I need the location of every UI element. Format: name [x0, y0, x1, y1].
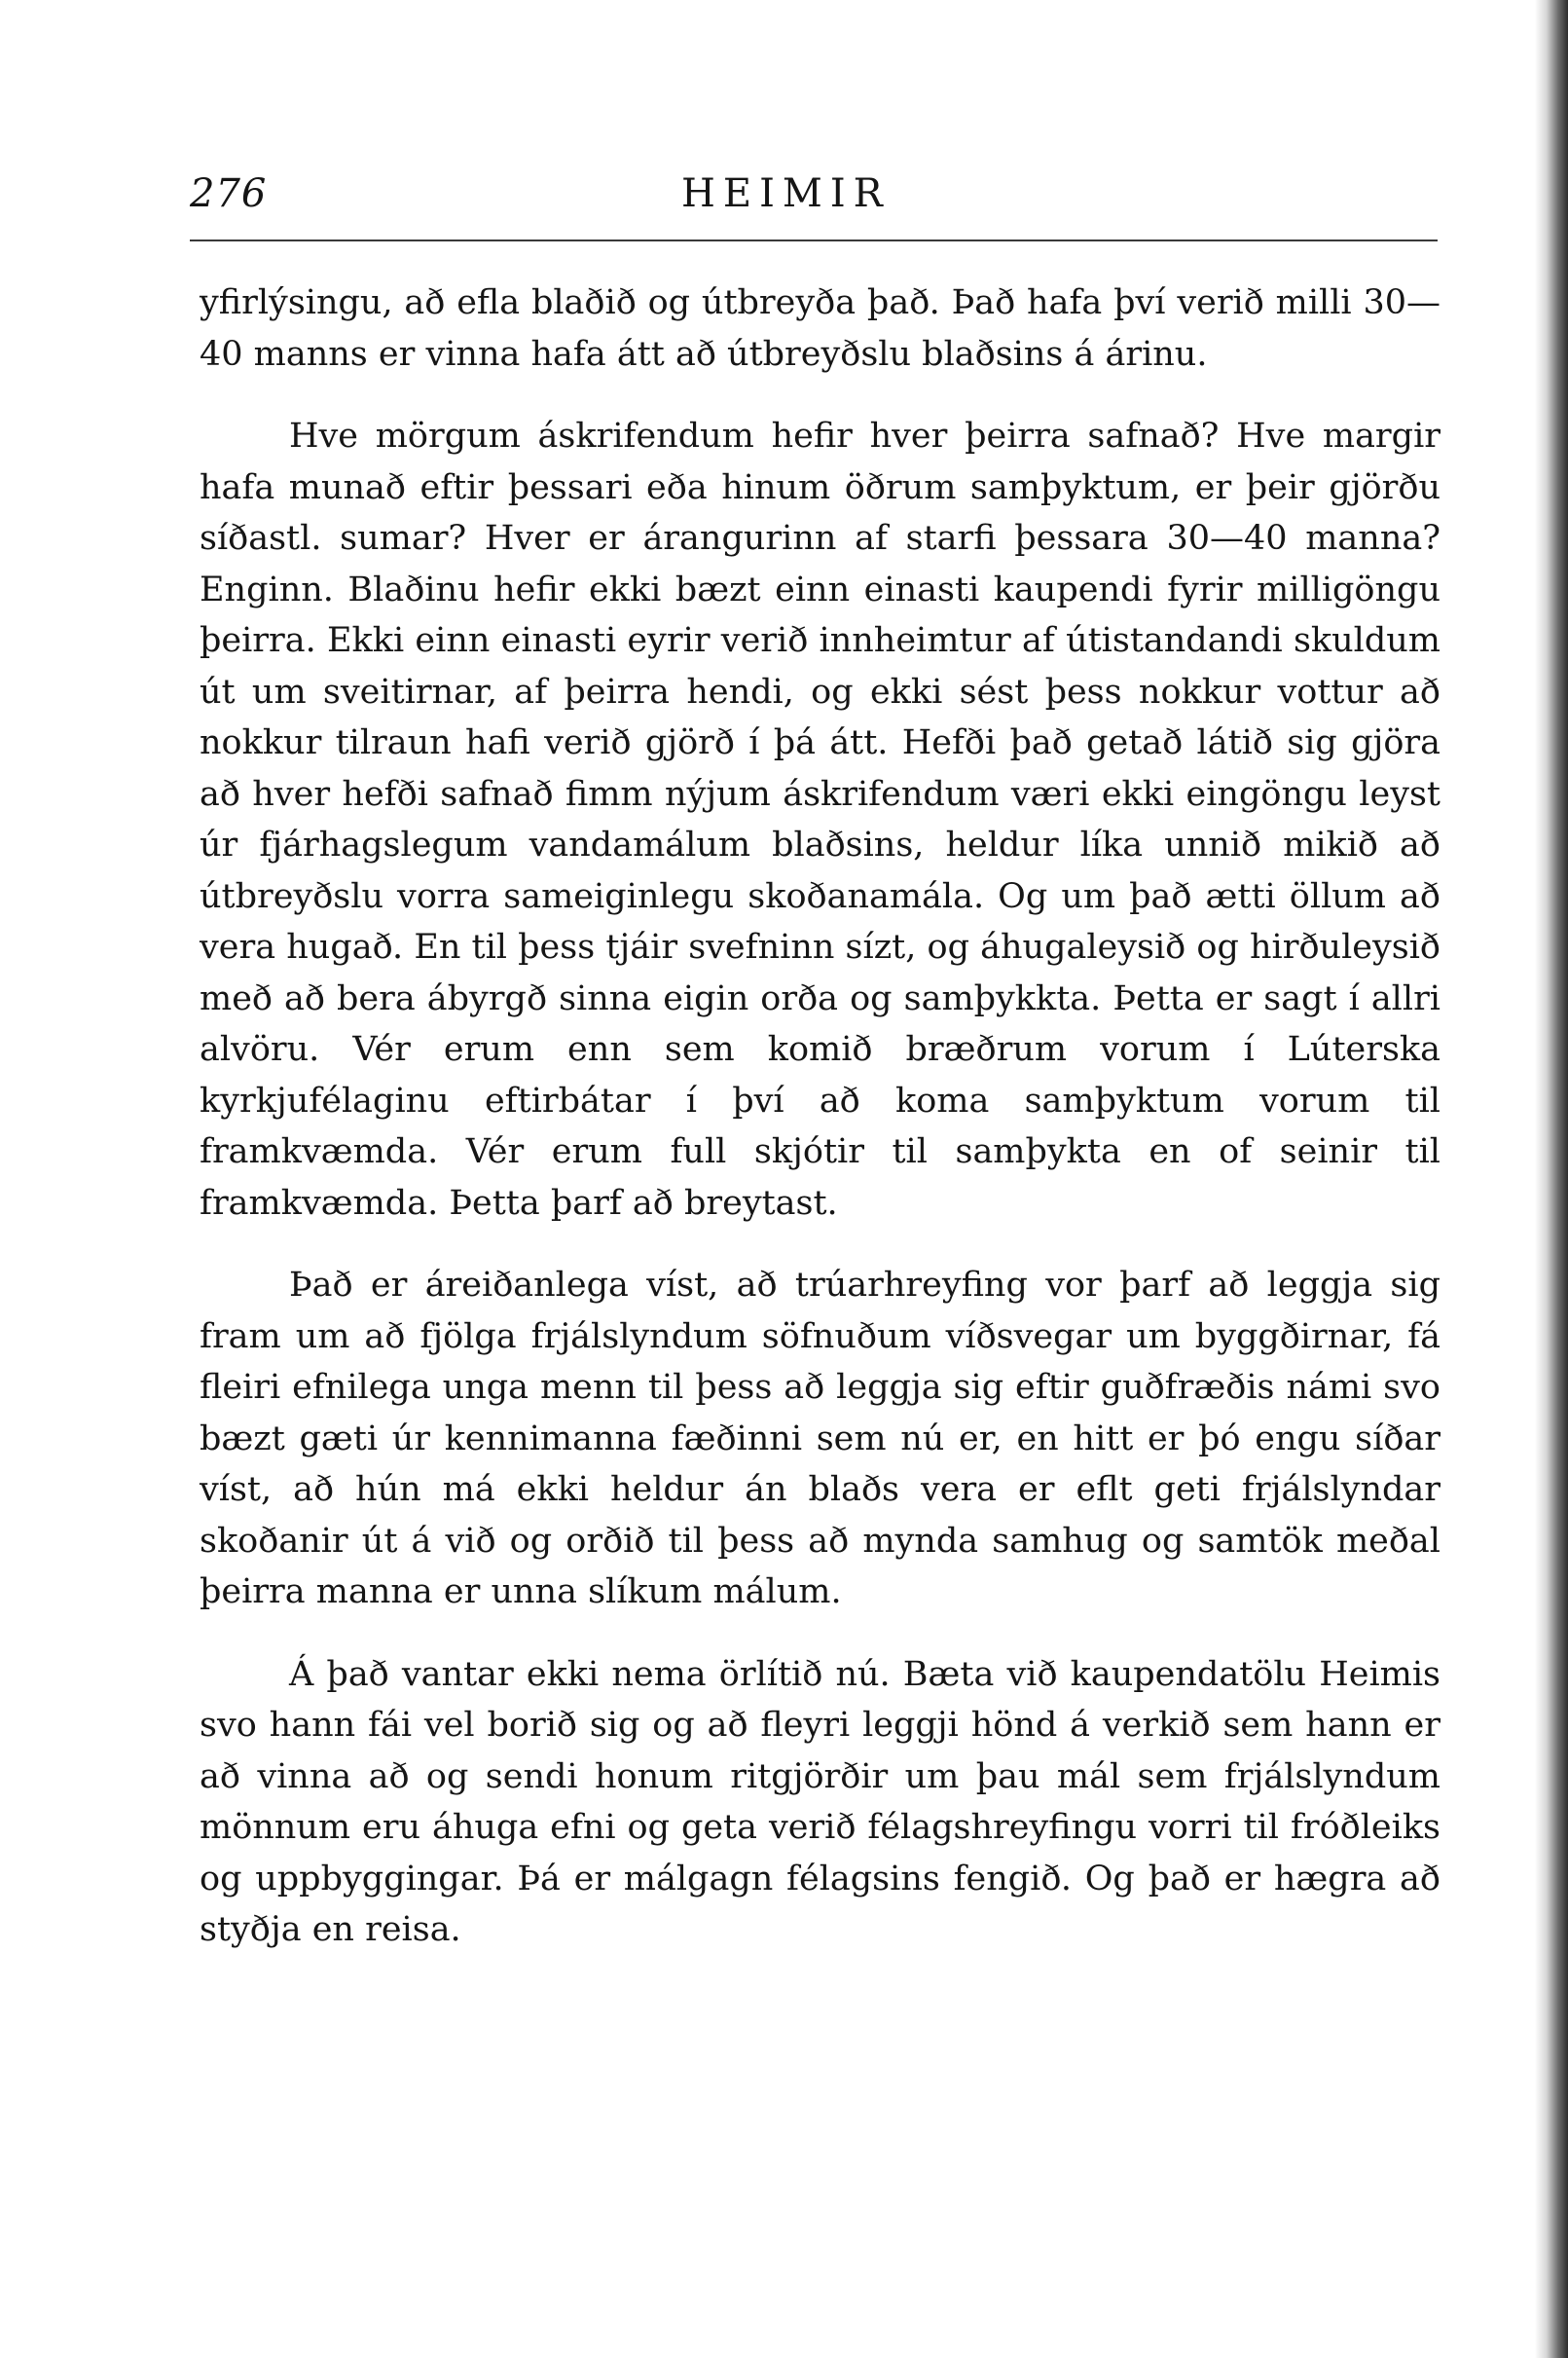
page-body	[200, 277, 1440, 1956]
page-number: 276	[190, 171, 268, 216]
paragraph-4: Á það vantar ekki nema örlítið nú. Bæta við kaupendatölu Heimis svo hann fái vel borið sig og að fleyri leggji hönd á verkið sem hann er að vinna að og sendi honum ritgjörðir um þau mál sem frjálslyndum mönnum eru áhuga efni og geta verið félagshreyfingu vorri til fróðleiks og uppbyggingar. Þá er málgagn félagsins fengið. Og það er hægra að styðja en reisa.	[200, 1654, 1440, 1949]
paragraph-gap	[200, 380, 1440, 411]
header-rule	[190, 239, 1438, 241]
running-title: HEIMIR	[681, 171, 891, 216]
paragraph-gap	[200, 1618, 1440, 1649]
paragraph-gap	[200, 1229, 1440, 1260]
paragraph-1: yfirlýsingu, að efla blaðið og útbreyða það. Það hafa því verið milli 30—40 manns er vinna hafa átt að útbreyðslu blaðsins á árinu.	[200, 283, 1440, 374]
paragraph-2: Hve mörgum áskrifendum hefir hver þeirra safnað? Hve margir hafa munað eftir þessari eða hinum öðrum samþyktum, er þeir gjörðu síðastl. sumar? Hver er árangurinn af starfi þessara 30—40 manna? Enginn. Blaðinu hefir ekki bæzt einn einasti kaupendi fyrir milligöngu þeirra. Ekki einn einasti eyrir verið innheimtur af útistandandi skuldum út um sveitirnar, af þeirra hendi, og ekki sést þess nokkur vottur að nokkur tilraun hafi verið gjörð í þá átt. Hefði það getað látið sig gjöra að hver hefði safnað fimm nýjum áskrifendum væri ekki eingöngu leyst úr fjárhagslegum vandamálum blaðsins, heldur líka unnið mikið að útbreyðslu vorra sameiginlegu skoðanamála. Og um það ætti öllum að vera hugað. En til þess tjáir svefninn sízt, og áhugaleysið og hirðuleysið með að bera ábyrgð sinna eigin orða og samþykkta. Þetta er sagt í allri alvöru. Vér erum enn sem komið bræðrum vorum í Lúterska kyrkjufélaginu eftirbátar í því að koma samþyktum vorum til framkvæmda. Vér erum full skjótir til samþykta en of seinir til framkvæmda. Þetta þarf að breytast.	[200, 417, 1440, 1223]
scan-page-edge	[1535, 0, 1568, 2358]
page-header	[190, 171, 1445, 230]
paragraph-3: Það er áreiðanlega víst, að trúarhreyfing vor þarf að leggja sig fram um að fjölga frjálslyndum söfnuðum víðsvegar um byggðirnar, fá fleiri efnilega unga menn til þess að leggja sig eftir guðfræðis námi svo bæzt gæti úr kennimanna fæðinni sem nú er, en hitt er þó engu síðar víst, að hún má ekki heldur án blaðs vera er eflt geti frjálslyndar skoðanir út á við og orðið til þess að mynda samhug og samtök meðal þeirra manna er unna slíkum málum.	[200, 1266, 1440, 1611]
